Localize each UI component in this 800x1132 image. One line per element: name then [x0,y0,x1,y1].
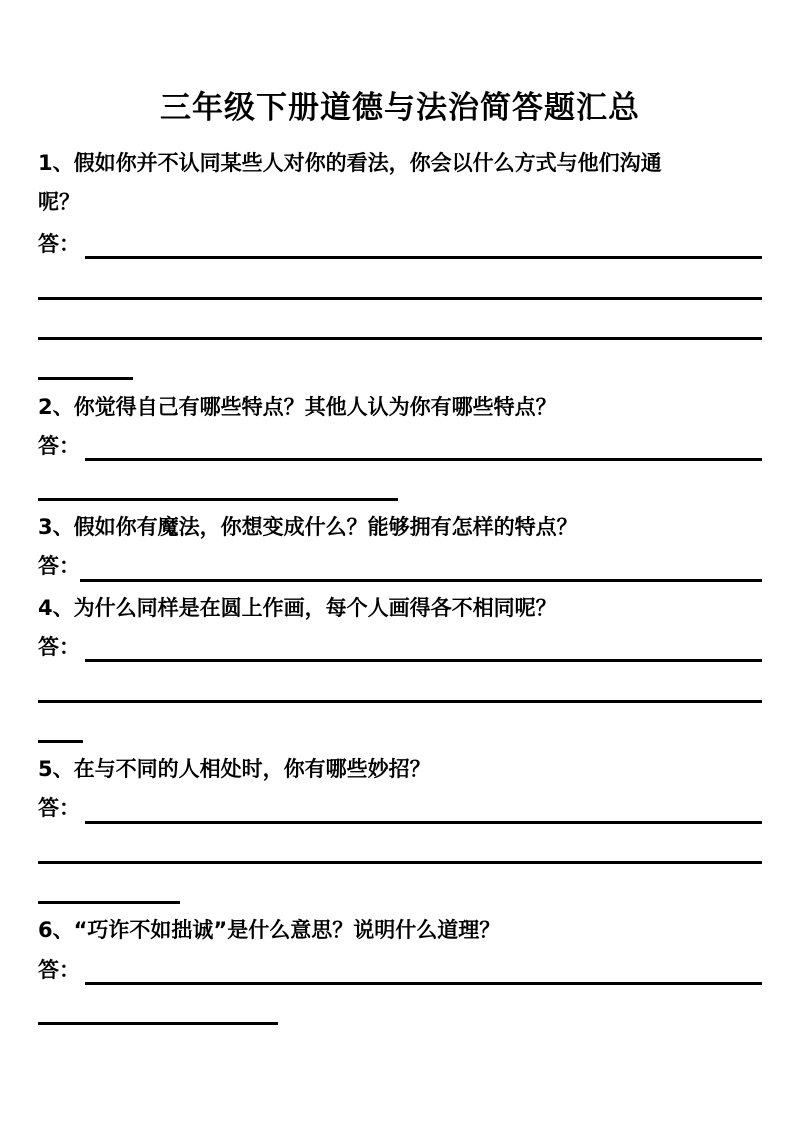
answer-line-5b[interactable] [38,861,762,864]
question-1-text-line-2: 呢？ [38,190,80,214]
answer-label-5: 答： [38,796,80,820]
question-6-text: 6、“巧诈不如拙诚”是什么意思？说明什么道理？ [38,918,501,942]
answer-line-2a[interactable] [85,458,762,461]
answer-line-6a[interactable] [85,982,762,985]
answer-line-5a[interactable] [85,821,762,824]
answer-line-2b[interactable] [38,498,398,501]
answer-label-2: 答： [38,434,80,458]
answer-line-1a[interactable] [85,256,762,259]
answer-label-4: 答： [38,635,80,659]
answer-line-1b[interactable] [38,297,762,300]
question-5-text: 5、在与不同的人相处时，你有哪些妙招？ [38,757,431,781]
answer-line-3a[interactable] [80,579,762,582]
question-2-text: 2、你觉得自己有哪些特点？其他人认为你有哪些特点？ [38,395,557,419]
answer-line-6b[interactable] [38,1022,278,1025]
answer-line-1c[interactable] [38,337,762,340]
answer-line-1d[interactable] [38,377,133,380]
answer-line-4a[interactable] [85,659,762,662]
answer-label-1: 答： [38,232,80,256]
answer-line-4b[interactable] [38,700,762,703]
page-title: 三年级下册道德与法治简答题汇总 [160,90,640,126]
answer-line-5c[interactable] [38,901,180,904]
answer-label-6: 答： [38,958,80,982]
question-1-text-line-1: 1、假如你并不认同某些人对你的看法，你会以什么方式与他们沟通 [38,151,662,175]
question-3-text: 3、假如你有魔法，你想变成什么？能够拥有怎样的特点？ [38,515,578,539]
question-4-text: 4、为什么同样是在圆上作画，每个人画得各不相同呢？ [38,596,557,620]
answer-label-3: 答： [38,554,80,578]
answer-line-4c[interactable] [38,740,83,743]
